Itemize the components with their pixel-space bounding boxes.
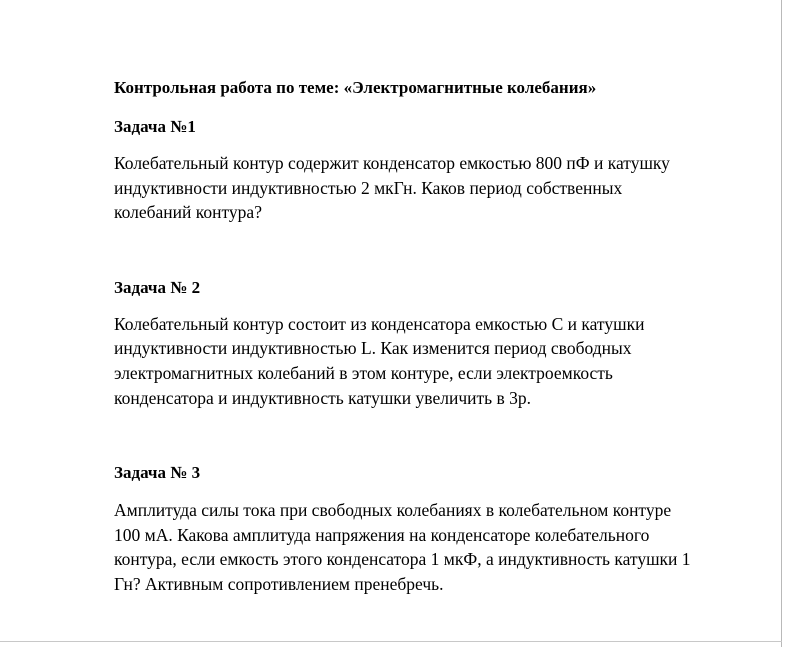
task-1-line: колебаний контура?: [114, 202, 262, 223]
task-3-line: контура, если емкость этого конденсатора 1 мкФ, а индуктивность катушки 1: [114, 549, 691, 570]
task-2-line: электромагнитных колебаний в этом контуре, если электроемкость: [114, 362, 613, 383]
task-3-heading: Задача № 3: [114, 463, 201, 483]
page-edge-bottom: [0, 641, 782, 642]
task-2-line: конденсатора и индуктивность катушки увеличить в 3р.: [114, 387, 532, 408]
task-2-line: Колебательный контур состоит из конденсатора емкостью С и катушки: [114, 313, 645, 334]
task-1-line: индуктивности индуктивностью 2 мкГн. Каков период собственных: [114, 177, 623, 198]
document-content: [114, 76, 744, 597]
document-title: Контрольная работа по теме: «Электромагнитные колебания»: [114, 78, 597, 97]
task-1-line: Колебательный контур содержит конденсатор емкостью 800 пФ и катушку: [114, 153, 670, 173]
page-edge-right: [781, 0, 782, 647]
task-3-line: Амплитуда силы тока при свободных колебаниях в колебательном контуре: [114, 500, 672, 521]
task-2-line: индуктивности индуктивностью L. Как изменится период свободных: [114, 338, 632, 359]
task-3-line: 100 мА. Какова амплитуда напряжения на конденсаторе колебательного: [114, 524, 650, 545]
task-2-text: [114, 312, 744, 410]
task-2-heading: Задача № 2: [114, 277, 201, 297]
task-3-text: [114, 498, 744, 596]
task-3-line: Гн? Активным сопротивлением пренебречь.: [114, 573, 444, 594]
task-1-heading: Задача №1: [114, 117, 196, 136]
task-1-text: [114, 151, 744, 225]
